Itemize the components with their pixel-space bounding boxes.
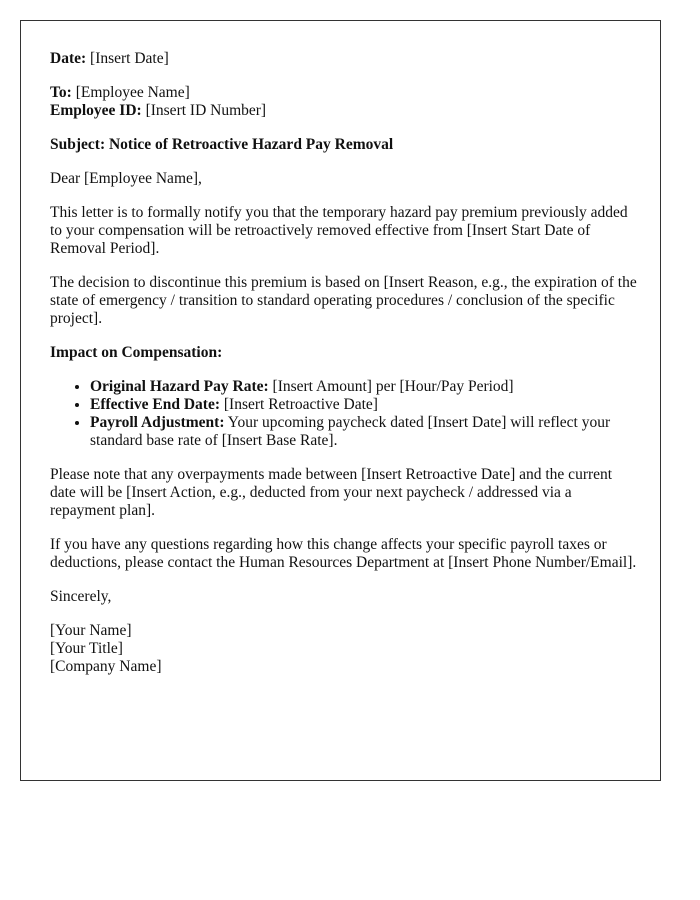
subject-text: Subject: Notice of Retroactive Hazard Pay Removal <box>50 136 394 153</box>
impact-item-value: Your upcoming paycheck dated [Insert Date] will reflect your standard base rate of [Insert Base Rate]. <box>90 414 611 449</box>
body-paragraph-overpayments: Please note that any overpayments made between [Insert Retroactive Date] and the current date will be [Insert Action, e.g., deducted from your next paycheck / addressed via a repayment plan]. <box>50 466 613 519</box>
date-line <box>50 50 640 68</box>
impact-item-label: Effective End Date: <box>90 396 220 413</box>
to-label: To: <box>50 84 72 101</box>
impact-item-rate <box>90 378 640 396</box>
to-line <box>50 84 190 101</box>
body-paragraph-notice: This letter is to formally notify you that the temporary hazard pay premium previously added to your compensation will be retroactively removed effective from [Insert Start Date of Removal Period]. <box>50 204 628 257</box>
signature-company: [Company Name] <box>50 658 162 675</box>
signature-name: [Your Name] <box>50 622 132 639</box>
to-value: [Employee Name] <box>75 84 190 101</box>
impact-item-label: Original Hazard Pay Rate: <box>90 378 269 395</box>
date-value: [Insert Date] <box>90 50 169 67</box>
employee-id-label: Employee ID: <box>50 102 142 119</box>
employee-id-value: [Insert ID Number] <box>145 102 267 119</box>
body-paragraph-reason: The decision to discontinue this premium is based on [Insert Reason, e.g., the expiration of the state of emergency / transition to standard operating procedures / conclusion of the specific project]. <box>50 274 637 327</box>
impact-heading <box>50 344 640 362</box>
date-label: Date: <box>50 50 87 67</box>
subject-line <box>50 136 640 154</box>
letter-body <box>50 50 640 676</box>
salutation: Dear [Employee Name], <box>50 170 202 187</box>
employee-id-line <box>50 102 266 119</box>
impact-item-value: [Insert Retroactive Date] <box>223 396 378 413</box>
impact-list <box>50 378 640 450</box>
impact-item-payroll-adjustment <box>90 414 640 450</box>
body-paragraph-questions: If you have any questions regarding how this change affects your specific payroll taxes or deductions, please contact the Human Resources Department at [Insert Phone Number/Email]. <box>50 536 637 571</box>
signature-block <box>50 622 640 676</box>
recipient-block <box>50 84 640 120</box>
impact-item-label: Payroll Adjustment: <box>90 414 225 431</box>
letter-document <box>20 20 661 781</box>
impact-item-value: [Insert Amount] per [Hour/Pay Period] <box>272 378 514 395</box>
impact-item-end-date <box>90 396 640 414</box>
impact-heading-text: Impact on Compensation: <box>50 344 223 361</box>
signoff: Sincerely, <box>50 588 112 605</box>
signature-title: [Your Title] <box>50 640 123 657</box>
